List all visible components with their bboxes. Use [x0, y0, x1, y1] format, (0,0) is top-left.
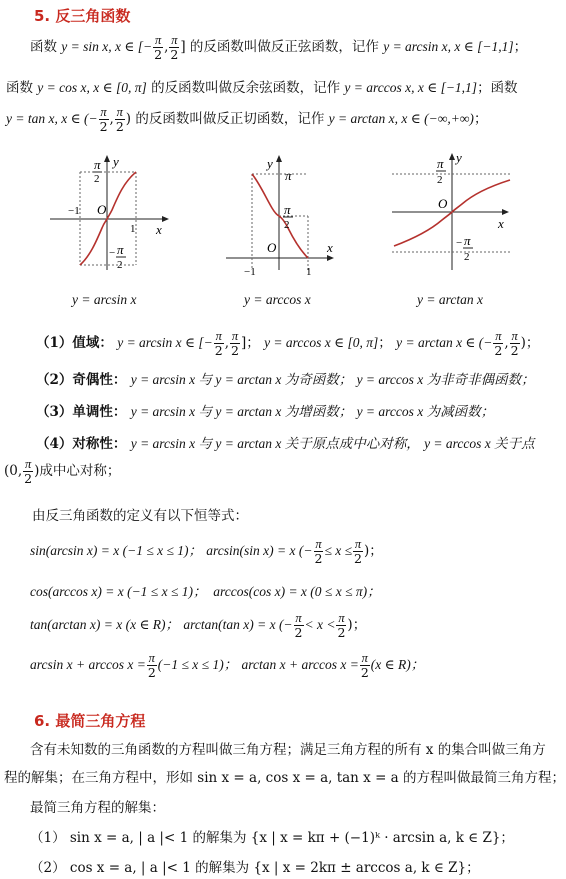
property-monotonic: （3）单调性： y = arcsin x 与 y = arctan x 为增函数； y = arccos x 为减函数； — [36, 404, 495, 420]
definition-line-2: 函数 y = cos x, x ∈ [0, π] 的反函数叫做反余弦函数，记作 y = arccos x, x ∈ [−1,1]；函数 — [6, 80, 518, 96]
property-symmetry: （4）对称性： y = arcsin x 与 y = arctan x 关于原点成中心对称， y = arccos x 关于点 — [36, 436, 535, 452]
property-symmetry-cont: (0, $\frac{\pi}{2}$ )成中心对称； — [4, 457, 121, 487]
svg-text:1: 1 — [306, 266, 312, 278]
identity-3: tan(arctan x) = x (x ∈ R)； arctan(tan x) = x (− $\frac{\pi}{2}$ < x < $\frac{\pi}{2}$ )； — [30, 611, 367, 641]
svg-text:π: π — [284, 202, 291, 217]
section6-line-3: 最简三角方程的解集： — [30, 800, 165, 816]
svg-text:2: 2 — [94, 173, 100, 185]
svg-text:−: − — [109, 247, 116, 259]
identity-4: arcsin x + arccos x = $\frac{\pi}{2}$ (−1 ≤ x ≤ 1)； arctan x + arccos x = $\frac{\pi}{2}$ (x ∈ R)； — [30, 651, 425, 681]
caption-arctan: y = arctan x — [417, 292, 483, 307]
svg-text:π: π — [464, 233, 471, 248]
svg-text:1: 1 — [130, 223, 136, 235]
svg-text:π: π — [94, 157, 101, 172]
origin-label: O — [97, 202, 107, 217]
fraction: $\frac{\pi}{2}$ — [170, 33, 179, 63]
arccos-graph — [222, 152, 352, 282]
svg-text:−1: −1 — [244, 266, 256, 278]
svg-text:π: π — [437, 156, 444, 171]
identity-2: cos(arccos x) = x (−1 ≤ x ≤ 1)； arccos(cos x) = x (0 ≤ x ≤ π)； — [30, 584, 381, 599]
property-parity: （2）奇偶性： y = arcsin x 与 y = arctan x 为奇函数； y = arccos x 为非奇非偶函数； — [36, 372, 535, 388]
svg-text:2: 2 — [437, 174, 443, 186]
svg-text:y: y — [456, 152, 462, 165]
svg-text:O: O — [267, 240, 277, 255]
section6-line-2: 程的解集；在三角方程中，形如 sin x = a, cos x = a, tan x = a 的方程叫做最简三角方程； — [4, 770, 566, 786]
definition-line-3: y = tan x, x ∈ (− $\frac{\pi}{2}$ , $\frac{\pi}{2}$ ) 的反函数叫做反正切函数，记作 y = arctan x, x ∈ (−∞,+∞)； — [6, 105, 488, 135]
solution-cos: （2） cos x = a, | a |< 1 的解集为 {x | x = 2kπ ± arccos a, k ∈ Z}； — [30, 860, 480, 876]
solution-sin: （1） sin x = a, | a |< 1 的解集为 {x | x = kπ + (−1)ᵏ · arcsin a, k ∈ Z}； — [30, 830, 514, 846]
y-axis-label: y — [113, 154, 119, 169]
identity-1: sin(arcsin x) = x (−1 ≤ x ≤ 1)； arcsin(sin x) = x (− $\frac{\pi}{2}$ ≤ x ≤ $\frac{\pi}{2}$ )； — [30, 537, 383, 567]
svg-text:2: 2 — [117, 259, 123, 271]
arcsin-graph — [50, 152, 175, 277]
fraction: $\frac{\pi}{2}$ — [154, 33, 163, 63]
svg-text:2: 2 — [464, 251, 470, 263]
svg-text:−1: −1 — [68, 205, 80, 217]
arctan-graph — [390, 152, 520, 277]
svg-text:π: π — [117, 242, 124, 257]
caption-arccos: y = arccos x — [244, 292, 311, 307]
svg-text:O: O — [438, 196, 448, 211]
definition-line-1: 函数 y = sin x, x ∈ [− $\frac{\pi}{2}$ , $\frac{\pi}{2}$ ] 的反函数叫做反正弦函数，记作 y = arcsin x, x ∈ [−1,1]； — [30, 33, 528, 63]
svg-text:π: π — [285, 168, 292, 183]
svg-text:−: − — [456, 237, 463, 249]
identities-intro: 由反三角函数的定义有以下恒等式： — [32, 508, 248, 524]
section-5-heading: 5. 反三角函数 — [34, 7, 131, 25]
fraction: $\frac{\pi}{2}$ — [99, 105, 108, 135]
property-range: （1）值域： y = arcsin x ∈ [− $\frac{\pi}{2}$ , $\frac{\pi}{2}$ ]； y = arccos x ∈ [0, π]； y = arctan x ∈ (− $\frac{\pi}{2}$ , $\frac{\pi}{2}$ )； — [36, 329, 540, 359]
section6-line-1: 含有未知数的三角函数的方程叫做三角方程；满足三角方程的所有 x 的集合叫做三角方 — [30, 742, 546, 758]
svg-text:x: x — [498, 216, 504, 231]
section-6-heading: 6. 最简三角方程 — [34, 712, 146, 730]
fraction: $\frac{\pi}{2}$ — [115, 105, 124, 135]
x-axis-label: x — [156, 222, 162, 237]
svg-text:y: y — [267, 156, 273, 171]
svg-text:2: 2 — [284, 219, 290, 231]
svg-text:x: x — [327, 240, 333, 255]
caption-arcsin: y = arcsin x — [72, 292, 137, 307]
